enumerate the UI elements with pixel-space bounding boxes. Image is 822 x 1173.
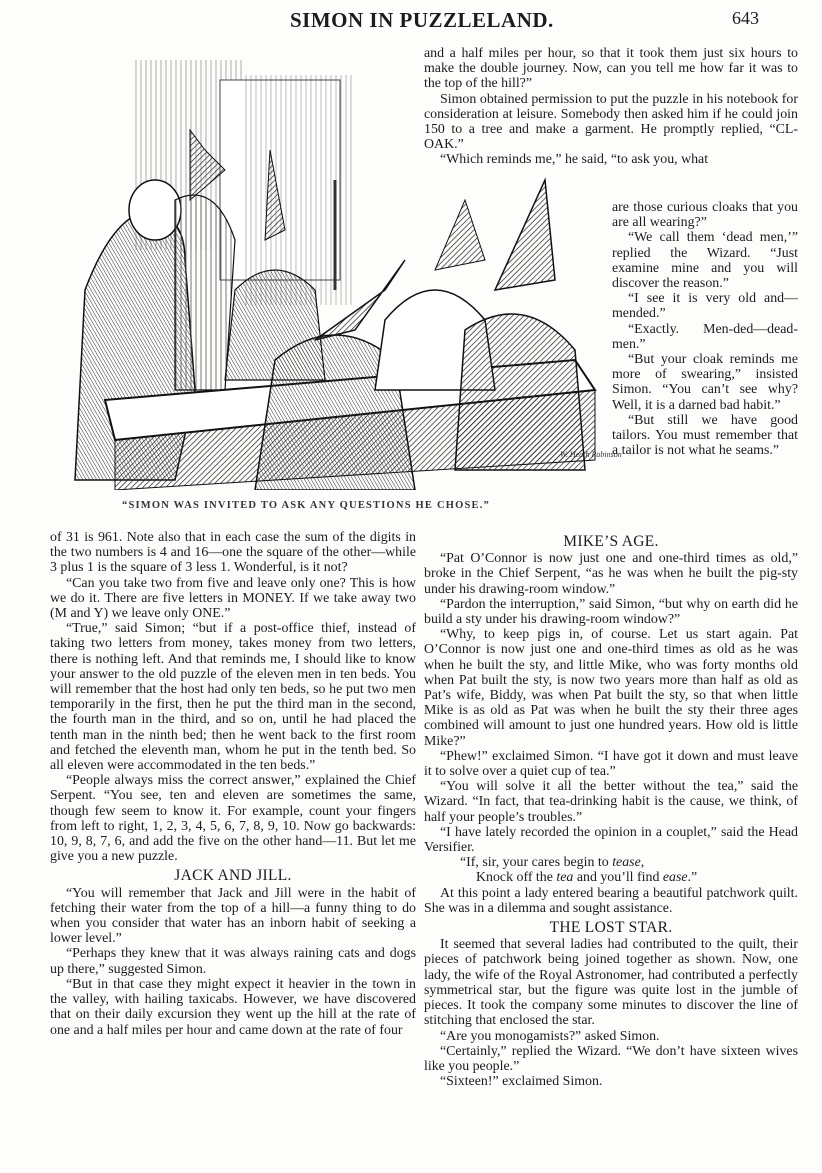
couplet [424, 855, 798, 885]
paragraph: “Can you take two from five and leave only one? This is how we do it. There are five letters in MONEY. If we take away two (M and Y) we leave only ONE.” [50, 575, 416, 622]
paragraph: “Which reminds me,” he said, “to ask you, what [440, 152, 709, 168]
paragraph: “We call them ‘dead men,’” replied the Wizard. “Just examine mine and you will discover the reason.” [612, 230, 798, 292]
illustration-curtain-right [245, 75, 355, 305]
narrow-column-text [612, 200, 798, 458]
paragraph: “Are you monogamists?” asked Simon. [440, 1028, 660, 1044]
paragraph: “Pat O’Connor is now just one and one-third times as old,” broke in the Chief Serpent, “as he was when he built the pig-sty under his drawing-room window.” [424, 551, 798, 597]
paragraph: and a half miles per hour, so that it took them just six hours to make the double journey. Now, can you tell me how far it was to the top of the hill?” [424, 46, 798, 92]
paragraph: “Exactly. Men-ded—dead-men.” [612, 321, 798, 352]
illustration-caption: “SIMON WAS INVITED TO ASK ANY QUESTIONS HE CHOSE.” [122, 500, 490, 511]
illustration-wizard-hat-right [495, 180, 555, 290]
paragraph: “But still we have good tailors. You must remember that a tailor is not what he seams.” [612, 412, 798, 459]
paragraph: At this point a lady entered bearing a beautiful patchwork quilt. She was in a dilemma and sought assistance. [424, 885, 798, 916]
paragraph: “You will remember that Jack and Jill were in the habit of fetching their water from the top of a hill—a funny thing to do when you consider that water has an inborn habit of seeking a lower level.” [50, 885, 416, 947]
couplet-line-1 [424, 855, 798, 870]
paragraph: “I have lately recorded the opinion in a couplet,” said the Head Versifier. [424, 824, 798, 856]
verse-text: , [640, 855, 645, 871]
left-column [50, 530, 416, 1038]
paragraph: “True,” said Simon; “but if a post-office thief, instead of taking two letters from money, takes money from two letters, there is nothing left. And that reminds me, I should like to know your answer to the old puzzle of the eleven men in ten beds. You will remember that the host had only ten beds, so he put two men temporarily in the first, then he put the third man in the second, the fourth man in the third, and so on, until he had placed the tenth man in the ninth bed; then he went back to the first room and fetched the eleventh man, whom he put in the tenth bed. So all eleven were accommodated in the ten beds.” [50, 621, 416, 774]
right-column [424, 530, 798, 1089]
verse-italic: tease [612, 855, 641, 871]
paragraph: of 31 is 961. Note also that in each case the sum of the digits in the two numbers is 4 and 16—one the square of the other—while 3 plus 1 is the square of 3 less 1. Wonderful, is it not? [50, 530, 416, 576]
verse-text: Knock off the [476, 870, 557, 886]
paragraph: It seemed that several ladies had contributed to the quilt, their pieces of patchwork being joined together as shown. Now, one lady, the wife of the Royal Astronomer, had contributed a perfectly symmetrical star, but the figure was quite lost in the jumble of pieces. It took the company some minutes to discover the line of stitching that enclosed the star. [424, 937, 798, 1029]
verse-italic: ease [662, 870, 688, 886]
paragraph: “You will solve it all the better without the tea,” said the Wizard. “In fact, that tea-drinking habit is the cause, we think, of half your people’s troubles.” [424, 779, 798, 825]
section-heading-jack-and-jill: JACK AND JILL. [174, 867, 292, 885]
couplet-line-2 [424, 870, 798, 885]
paragraph: “I see it is very old and—mended.” [612, 291, 798, 322]
verse-text: “If, sir, your cares begin to [460, 855, 613, 871]
paragraph: Simon obtained permission to put the puzzle in his notebook for consideration at leisure. Somebody then asked him if he could join 150 to a tree and make a garment. He promptly replied, “CL-OAK.” [424, 91, 798, 153]
paragraph: are those curious cloaks that you are all wearing?” [612, 200, 798, 231]
paragraph: “Phew!” exclaimed Simon. “I have got it down and must leave it to solve over a quiet cup of tea.” [424, 748, 798, 780]
paragraph: “Sixteen!” exclaimed Simon. [440, 1074, 603, 1090]
illustrator-signature: W. Heath Robinson [560, 450, 622, 459]
page-title: SIMON IN PUZZLELAND. [290, 8, 554, 32]
paragraph: “But in that case they might expect it heavier in the town in the valley, with hailing taxicabs. However, we have discovered that on their daily excursion they went up the hill at the rate of one and a half miles per hour and came down at the rate of four [50, 976, 416, 1038]
section-heading-mikes-age: MIKE’S AGE. [563, 533, 659, 550]
paragraph: “But your cloak reminds me more of swearing,” insisted Simon. “You can’t see why? Well, it is a darned bad habit.” [612, 352, 798, 413]
paragraph: “Perhaps they knew that it was always raining cats and dogs up there,” suggested Simon. [50, 946, 416, 977]
verse-italic: tea [556, 870, 574, 886]
section-heading-lost-star: THE LOST STAR. [549, 919, 673, 937]
verse-text: .” [687, 870, 698, 886]
paragraph: “Pardon the interruption,” said Simon, “but why on earth did he build a sty under his drawing-room window?” [424, 596, 798, 628]
top-right-text [424, 46, 798, 168]
verse-text: and you’ll find [573, 870, 663, 886]
paragraph: “Why, to keep pigs in, of course. Let us start again. Pat O’Connor is now just one and one-third times as old as he was when he built the sty, and little Mike, who was forty months old when Pat built the sty, is now two years more than half as old as Pat’s wife, Biddy, was when Pat built the sty, so that when little Mike is as old as Pat was when he built the sty their three ages combined will amount to just one hundred years. How old is little Mike?” [424, 627, 798, 749]
paragraph: “People always miss the correct answer,” explained the Chief Serpent. “You see, ten and eleven are sometimes the same, though few seem to know it. For example, count your fingers from left to right, 1, 2, 3, 4, 5, 6, 7, 8, 9, 10. Now go backwards: 10, 9, 8, 7, 6, and add the five on the other hand—11. But let me give you a new puzzle. [50, 773, 416, 865]
running-head [0, 8, 822, 34]
page-number: 643 [732, 8, 759, 28]
paragraph: “Certainly,” replied the Wizard. “We don’t have sixteen wives like you people.” [424, 1043, 798, 1074]
